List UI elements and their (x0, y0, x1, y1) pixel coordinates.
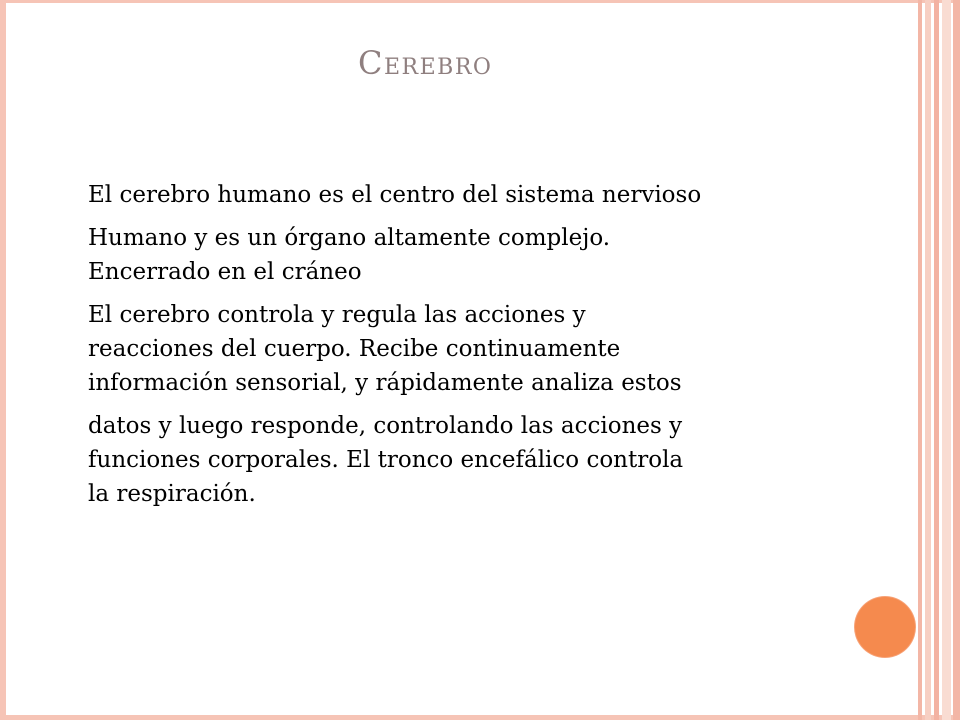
paragraph-3 (88, 298, 868, 400)
decorative-stripe (953, 0, 960, 720)
paragraph-line: El cerebro controla y regula las acciones y (88, 302, 586, 328)
frame-bottom-border (0, 715, 960, 720)
accent-circle (855, 597, 915, 657)
decorative-stripe (934, 0, 939, 720)
paragraph-line: funciones corporales. El tronco encefálico controla (88, 447, 684, 473)
decorative-stripe (942, 0, 951, 720)
decorative-stripe (925, 0, 931, 720)
paragraph-line: Humano y es un órgano altamente complejo. (88, 225, 611, 251)
frame-left-border (0, 0, 6, 720)
paragraph-1 (88, 178, 868, 212)
paragraph-line: reacciones del cuerpo. Recibe continuamente (88, 336, 621, 362)
paragraph-line: datos y luego responde, controlando las acciones y (88, 413, 683, 439)
slide-body (88, 178, 868, 520)
paragraph-line: información sensorial, y rápidamente analiza estos (88, 370, 682, 396)
frame-top-border (0, 0, 960, 3)
paragraph-4 (88, 409, 868, 511)
paragraph-2 (88, 221, 868, 289)
paragraph-line: la respiración. (88, 481, 256, 507)
decorative-stripe (918, 0, 922, 720)
slide-title: Cerebro (358, 44, 493, 82)
paragraph-line: Encerrado en el cráneo (88, 259, 362, 285)
paragraph-line: El cerebro humano es el centro del sistema nervioso (88, 182, 702, 208)
